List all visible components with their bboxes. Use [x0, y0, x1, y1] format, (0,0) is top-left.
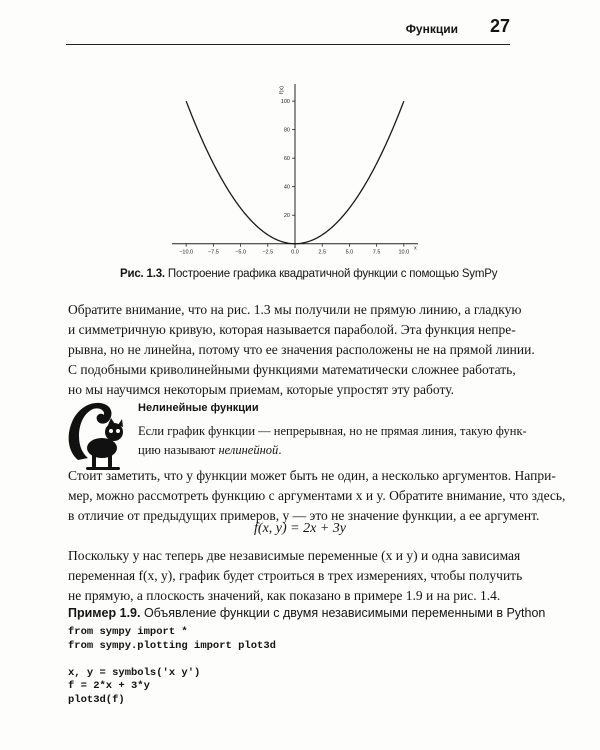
x-tick-label: −7.5: [207, 249, 219, 256]
note-line: Если график функции — непрерывная, но не прямая линия, такую функ-: [138, 424, 527, 438]
y-tick-label: 100: [280, 99, 290, 106]
paragraph-parabola: [68, 300, 535, 400]
parabola-chart: [160, 78, 430, 263]
x-tick-label: 2.5: [318, 249, 327, 256]
note-term: нелинейной: [218, 443, 279, 457]
x-axis-label: x: [414, 245, 417, 252]
x-tick-label: 5.0: [345, 249, 354, 256]
paragraph-arguments: [68, 466, 566, 526]
paragraph-line: Стоит заметить, что у функции может быть не один, а несколько аргументов. Напри-: [68, 468, 556, 483]
note-text: [138, 422, 527, 460]
paragraph-line: С подобными криволинейными функциями математически сложнее работать,: [68, 362, 516, 377]
paragraph-line: не прямую, а плоскость значений, как показано в примере 1.9 и на рис. 1.4.: [68, 588, 501, 603]
paragraph-line: Поскольку у нас теперь две независимые переменные (x и y) и одна зависимая: [68, 548, 521, 563]
page-number: 27: [489, 16, 510, 36]
paragraph-line: Обратите внимание, что на рис. 1.3 мы получили не прямую линию, а гладкую: [68, 302, 522, 317]
x-tick-label: 0.0: [291, 249, 299, 256]
code-line: f = 2*x + 3*y: [68, 680, 150, 693]
paragraph-line: и симметричную кривую, которая называется параболой. Эта функция непре-: [68, 322, 516, 337]
y-tick-label: 80: [283, 127, 290, 134]
code-listing: [68, 626, 276, 708]
figure-caption: [120, 268, 497, 280]
x-tick-label: −2.5: [262, 249, 274, 256]
figure-caption-text: Построение графика квадратичной функции с помощью SymPy: [164, 268, 498, 280]
example-title: Объявление функции с двумя независимыми переменными в Python: [140, 606, 546, 620]
x-tick-label: −10.0: [179, 249, 194, 256]
x-tick-label: 7.5: [372, 249, 381, 256]
paragraph-line: но мы научимся некоторым приемам, которые упростят эту работу.: [68, 382, 454, 397]
example-label: Пример 1.9.: [68, 606, 141, 620]
y-tick-label: 20: [283, 213, 290, 220]
code-line: [68, 653, 276, 667]
paragraph-line: мер, можно рассмотреть функцию с аргументами x и y. Обратите внимание, что здесь,: [68, 488, 566, 503]
code-line: from sympy import *: [68, 626, 188, 638]
y-tick-label: 40: [283, 184, 290, 191]
note-line-start: цию называют: [138, 443, 219, 457]
note-title: Нелинейные функции: [138, 402, 259, 414]
lemur-icon: [64, 394, 128, 472]
formula: f(x, y) = 2x + 3y: [254, 521, 346, 536]
paragraph-line: в отличие от предыдущих примеров, y — это не значение функции, а ее аргумент.: [68, 508, 540, 523]
x-tick-label: −5.0: [235, 249, 247, 256]
figure-caption-label: Рис. 1.3.: [120, 268, 165, 280]
y-tick-label: 60: [283, 156, 290, 163]
y-axis-label: f(x): [279, 86, 285, 94]
running-header: [66, 18, 510, 45]
note-line-end: .: [278, 443, 282, 457]
section-title: Функции: [405, 22, 458, 36]
code-line: x, y = symbols('x y'): [68, 666, 201, 679]
example-heading: [68, 606, 545, 620]
paragraph-line: рывна, но не линейна, потому что ее значения расположены не на прямой линии.: [68, 342, 535, 357]
note-line: [138, 441, 510, 460]
paragraph-variables: [68, 546, 523, 606]
paragraph-line: переменная f(x, y), график будет строиться в трех измерениях, чтобы получить: [68, 568, 523, 583]
code-line: plot3d(f): [68, 693, 125, 706]
x-tick-label: 10.0: [398, 249, 410, 256]
code-line: from sympy.plotting import plot3d: [68, 639, 276, 652]
